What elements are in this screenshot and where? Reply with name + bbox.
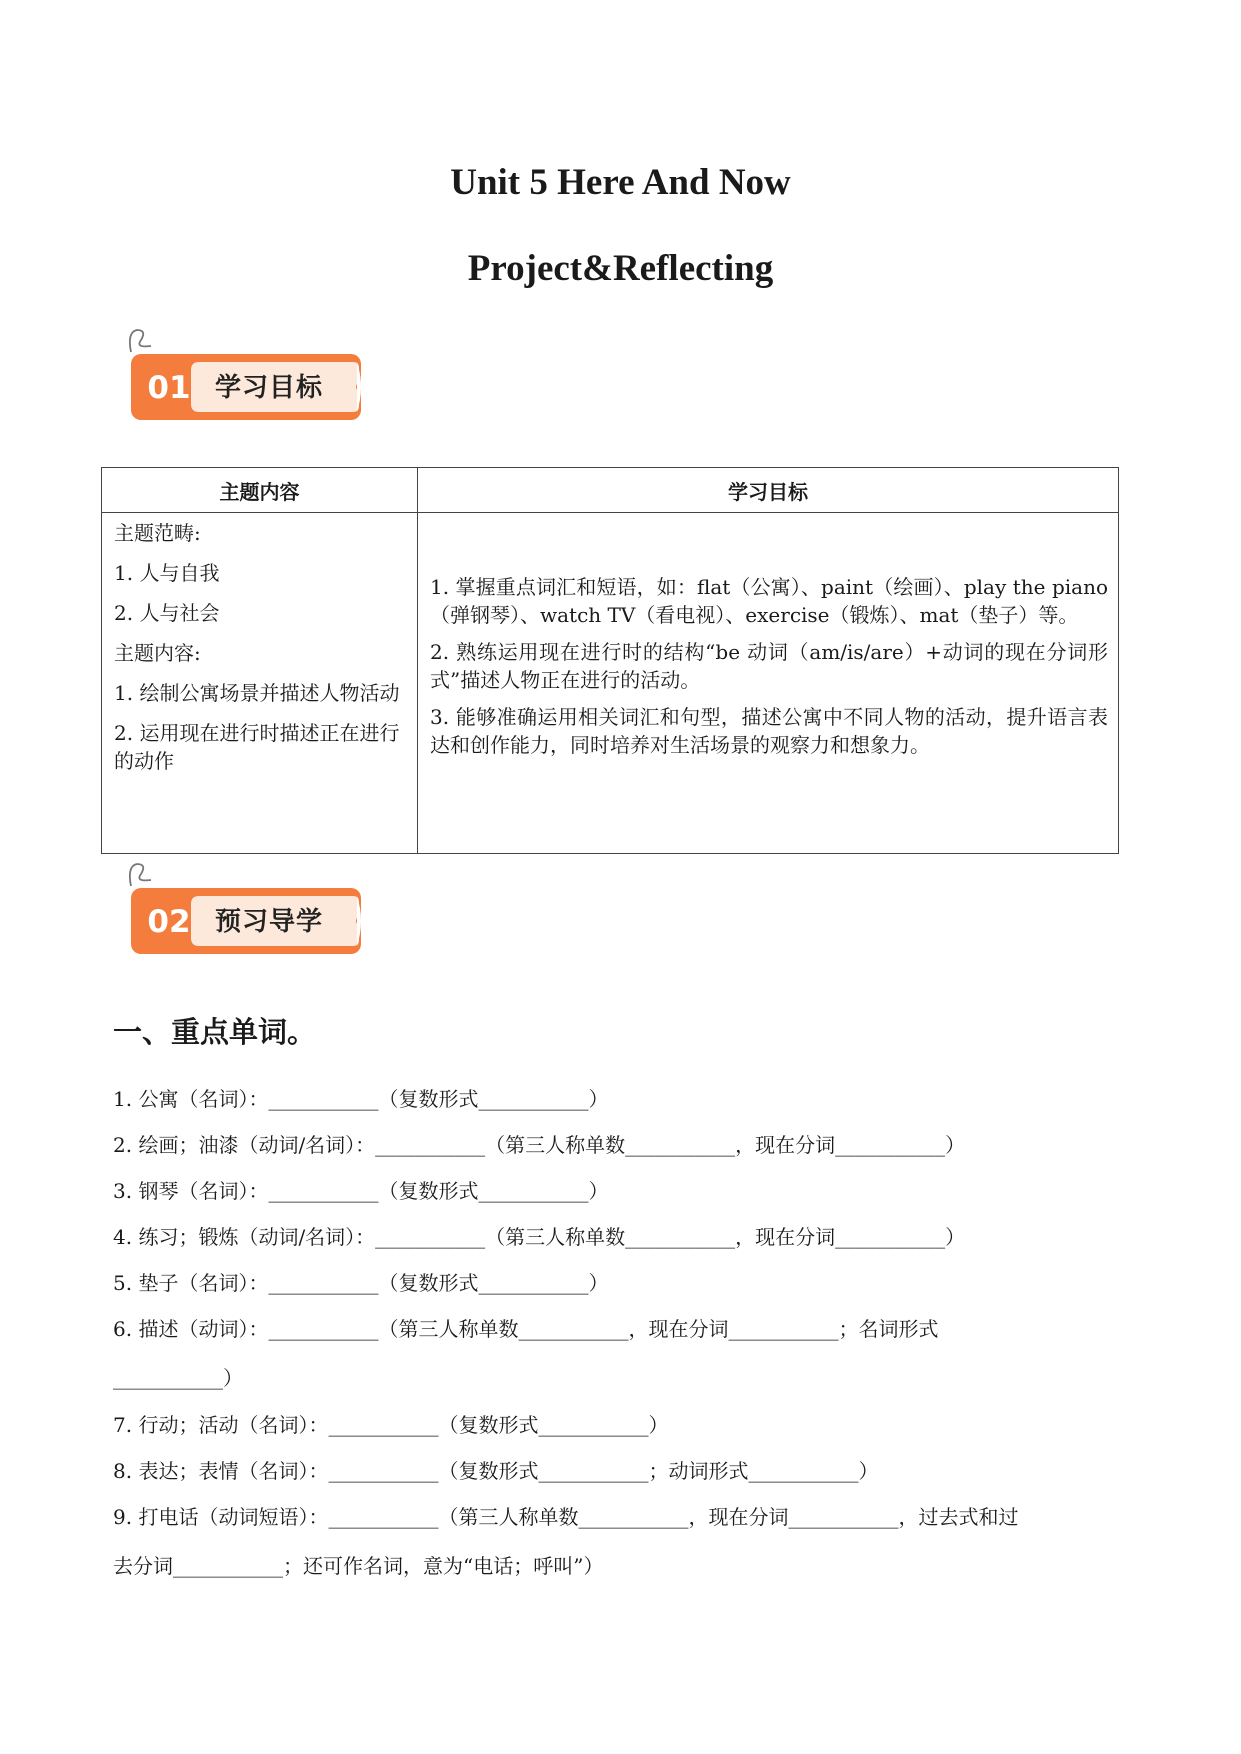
topic-line: 2. 运用现在进行时描述正在进行的动作 xyxy=(114,721,400,773)
badge-label: 预习导学 xyxy=(215,907,324,937)
table-row xyxy=(102,513,1119,854)
topic-line: 主题内容: xyxy=(114,641,201,665)
vocab-line: 7. 行动；活动（名词）：___________（复数形式___________） xyxy=(113,1413,669,1437)
vocab-line: 5. 垫子（名词）：___________（复数形式___________） xyxy=(113,1271,609,1295)
learning-objectives-table xyxy=(101,467,1119,854)
badge-number: 01 xyxy=(147,370,191,406)
table-header: 主题内容 xyxy=(102,468,418,513)
topic-line: 1. 绘制公寓场景并描述人物活动 xyxy=(114,681,400,705)
goal-item: 1. 掌握重点词汇和短语，如：flat（公寓）、paint（绘画）、play the piano（弹钢琴）、watch TV（看电视）、exercise（锻炼）、mat（垫子）等。 xyxy=(430,575,1108,627)
document-title: Unit 5 Here And Now xyxy=(450,162,791,203)
vocab-line: 2. 绘画；油漆（动词/名词）：___________（第三人称单数___________，现在分词___________） xyxy=(113,1133,966,1157)
section-badge-preview-guide xyxy=(121,858,367,958)
vocab-line: ___________） xyxy=(113,1366,243,1390)
paper-clip-icon xyxy=(130,864,151,886)
section-heading: 一、重点单词。 xyxy=(113,1015,317,1049)
table-header-row xyxy=(102,468,1119,513)
vocab-line: 9. 打电话（动词短语）：___________（第三人称单数___________，现在分词___________，过去式和过 xyxy=(113,1505,1019,1529)
goal-item: 2. 熟练运用现在进行时的结构“be 动词（am/is/are）+动词的现在分词形式”描述人物正在进行的活动。 xyxy=(430,640,1108,692)
document-subtitle: Project&Reflecting xyxy=(467,248,774,289)
badge-number: 02 xyxy=(147,904,191,940)
vocab-line: 4. 练习；锻炼（动词/名词）：___________（第三人称单数___________，现在分词___________） xyxy=(113,1225,966,1249)
vocab-line: 6. 描述（动词）：___________（第三人称单数___________，现在分词___________；名词形式 xyxy=(113,1317,939,1341)
topic-line: 主题范畴: xyxy=(114,521,201,545)
table-header: 学习目标 xyxy=(418,468,1119,513)
topic-line: 1. 人与自我 xyxy=(114,561,220,585)
vocab-line: 去分词___________；还可作名词，意为“电话；呼叫”） xyxy=(113,1554,604,1578)
topic-line: 2. 人与社会 xyxy=(114,601,220,625)
vocab-line: 3. 钢琴（名词）：___________（复数形式___________） xyxy=(113,1179,609,1203)
goal-item: 3. 能够准确运用相关词汇和句型，描述公寓中不同人物的活动，提升语言表达和创作能力，同时培养对生活场景的观察力和想象力。 xyxy=(430,705,1108,757)
vocab-line: 1. 公寓（名词）：___________（复数形式___________） xyxy=(113,1087,609,1111)
learning-goal-cell xyxy=(418,513,1119,854)
section-badge-learning-goals xyxy=(121,324,367,424)
vocab-line: 8. 表达；表情（名词）：___________（复数形式___________；动词形式___________） xyxy=(113,1459,879,1483)
topic-content-cell xyxy=(102,513,418,854)
badge-label: 学习目标 xyxy=(215,373,324,403)
paper-clip-icon xyxy=(130,330,151,352)
